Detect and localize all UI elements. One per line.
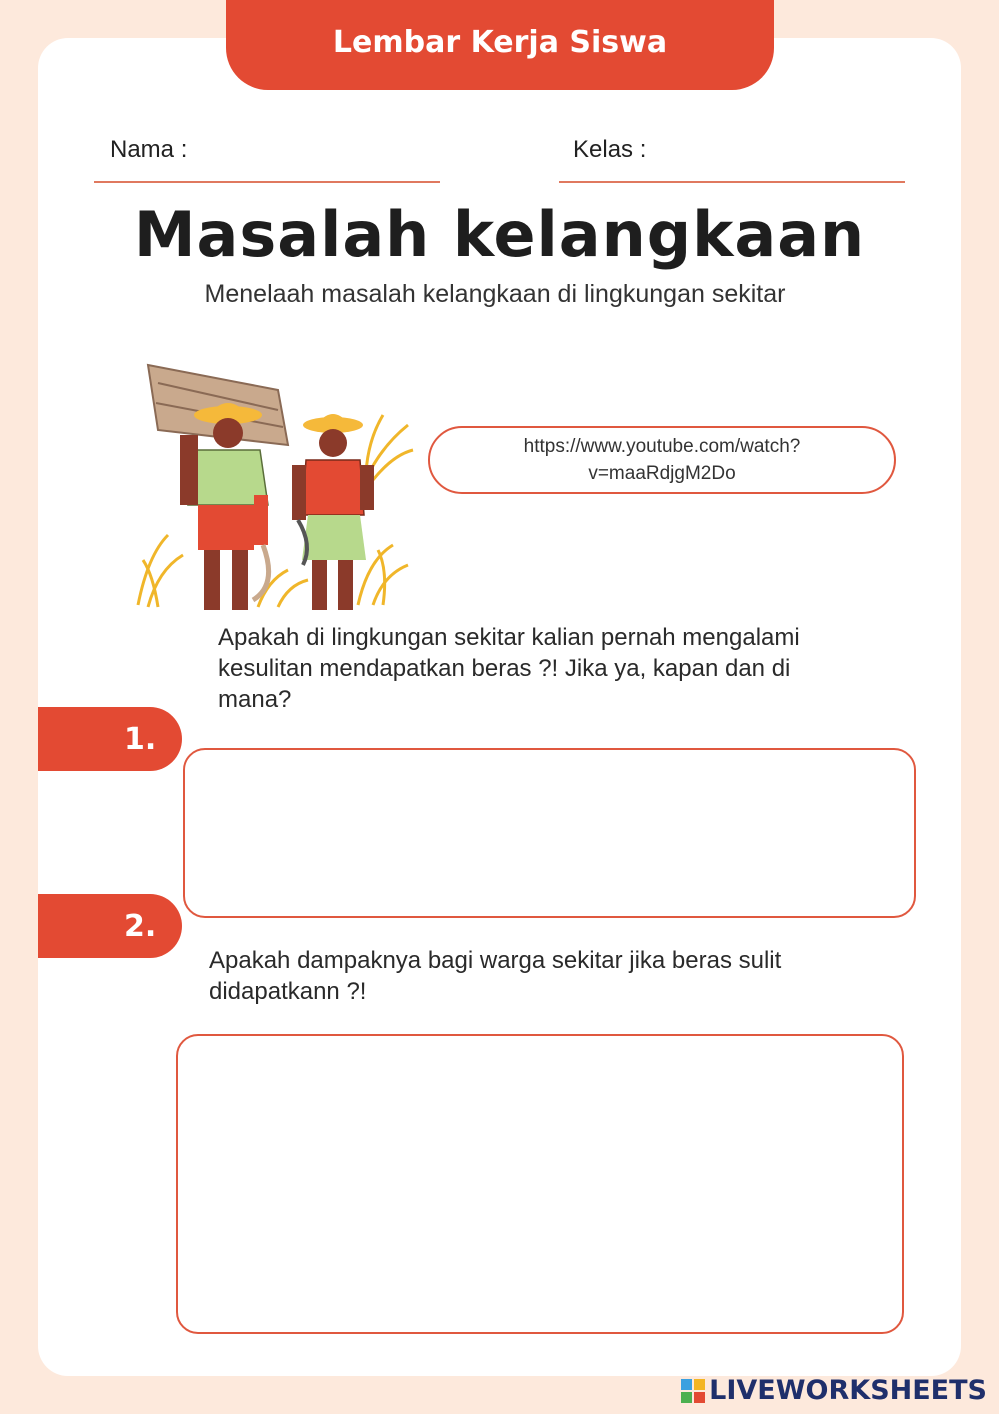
answer-1-box[interactable]	[183, 748, 916, 918]
name-field[interactable]	[94, 181, 440, 183]
video-link-line-2: v=maaRdjgM2Do	[588, 463, 736, 484]
name-label: Nama :	[110, 136, 188, 163]
liveworksheets-logo-icon	[681, 1379, 705, 1403]
video-link[interactable]	[428, 426, 896, 494]
question-2-line-2: didapatkann ?!	[209, 978, 367, 1005]
question-1-line-3: mana?	[218, 686, 292, 713]
farmers-illustration	[128, 355, 418, 620]
video-link-line-1: https://www.youtube.com/watch?	[523, 436, 801, 457]
question-1-line-1: Apakah di lingkungan sekitar kalian pernah mengalami	[218, 624, 800, 651]
question-2-number-tab	[38, 894, 182, 958]
page-title: Masalah kelangkaan	[133, 198, 866, 271]
page-subtitle: Menelaah masalah kelangkaan di lingkungan sekitar	[204, 280, 786, 308]
class-label: Kelas :	[573, 136, 647, 163]
question-1-number-tab	[38, 707, 182, 771]
watermark-text: LIVEWORKSHEETS	[709, 1375, 987, 1406]
question-1-number: 1.	[124, 721, 157, 757]
liveworksheets-watermark[interactable]	[681, 1375, 987, 1406]
header-title: Lembar Kerja Siswa	[332, 24, 668, 60]
header-tab	[226, 0, 774, 90]
question-1-line-2: kesulitan mendapatkan beras ?! Jika ya, kapan dan di	[218, 655, 791, 682]
question-2-number: 2.	[124, 908, 157, 944]
class-field[interactable]	[559, 181, 905, 183]
question-2-text	[209, 945, 781, 1007]
question-2-line-1: Apakah dampaknya bagi warga sekitar jika beras sulit	[209, 947, 782, 974]
answer-2-box[interactable]	[176, 1034, 904, 1334]
question-1-text	[218, 622, 800, 715]
